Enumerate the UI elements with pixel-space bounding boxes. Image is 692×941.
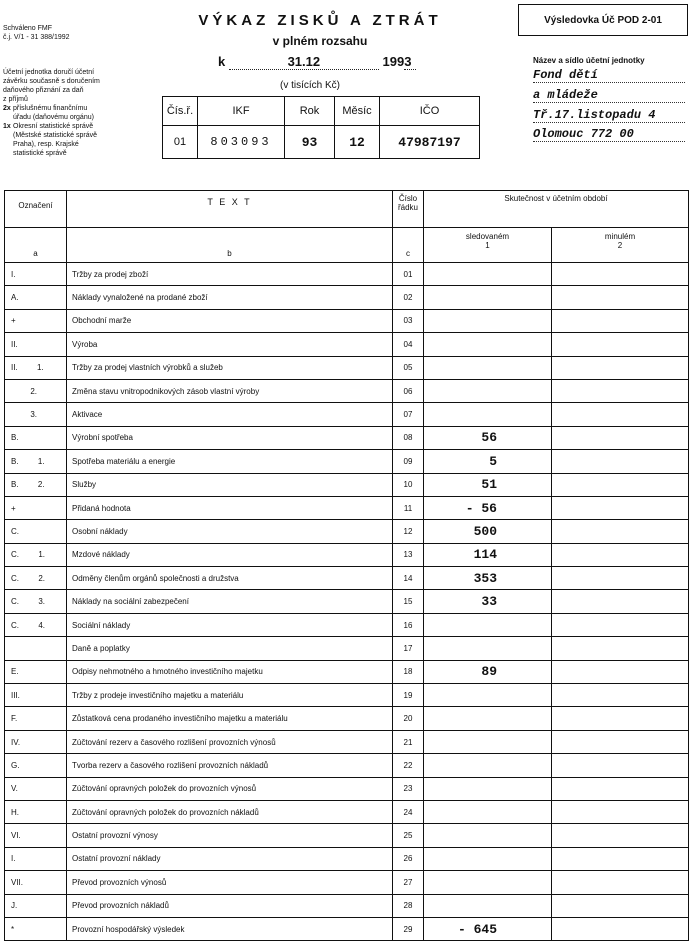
table-row	[5, 496, 689, 519]
current-period-value[interactable]	[424, 730, 552, 753]
row-designation	[5, 520, 67, 543]
row-text: Sociální náklady	[67, 613, 393, 636]
document-subtitle: v plném rozsahu	[272, 34, 368, 48]
income-statement-table	[4, 190, 689, 941]
current-period-value[interactable]	[424, 894, 552, 917]
instruction-line: Praha), resp. Krajské	[13, 141, 79, 148]
table-row	[5, 800, 689, 823]
row-text: Přidaná hodnota	[67, 496, 393, 519]
row-text: Osobní náklady	[67, 520, 393, 543]
instruction-line: statistické správě	[13, 150, 67, 157]
row-designation	[5, 847, 67, 870]
row-number: 21	[393, 730, 424, 753]
previous-period-value[interactable]	[552, 660, 689, 683]
row-number: 06	[393, 379, 424, 402]
value-year: 93	[285, 126, 335, 159]
current-period-value[interactable]: 51	[424, 473, 552, 496]
row-designation	[5, 379, 67, 402]
value-ico: 47987197	[380, 126, 480, 159]
current-period-value[interactable]	[424, 824, 552, 847]
row-designation	[5, 660, 67, 683]
previous-period-value[interactable]	[552, 496, 689, 519]
current-period-value[interactable]	[424, 637, 552, 660]
row-designation	[5, 309, 67, 332]
table-row	[5, 286, 689, 309]
table-row	[5, 707, 689, 730]
designation-number: 1.	[37, 363, 44, 373]
previous-period-value[interactable]	[552, 286, 689, 309]
table-row	[5, 894, 689, 917]
row-text: Aktivace	[67, 403, 393, 426]
row-designation	[5, 637, 67, 660]
table-row	[5, 426, 689, 449]
designation-letter: I.	[11, 854, 16, 864]
report-date	[218, 54, 416, 70]
current-period-value[interactable]	[424, 847, 552, 870]
previous-period-value[interactable]	[552, 800, 689, 823]
row-text: Služby	[67, 473, 393, 496]
row-number: 02	[393, 286, 424, 309]
current-period-value[interactable]: 5	[424, 450, 552, 473]
previous-period-label: minulém	[604, 232, 636, 241]
table-row	[5, 637, 689, 660]
designation-letter: VI.	[11, 831, 21, 841]
row-text: Výrobní spotřeba	[67, 426, 393, 449]
designation-letter: C.	[11, 573, 19, 583]
designation-letter: *	[11, 924, 15, 934]
table-row	[5, 754, 689, 777]
instruction-line: (Městské statistické správě	[13, 132, 98, 139]
table-row	[5, 263, 689, 286]
value-row-number: 01	[163, 126, 198, 159]
designation-letter: H.	[11, 807, 19, 817]
row-designation	[5, 754, 67, 777]
table-row	[5, 660, 689, 683]
row-number: 26	[393, 847, 424, 870]
table-row	[5, 847, 689, 870]
current-period-value[interactable]: 33	[424, 590, 552, 613]
designation-letter: II.	[11, 363, 18, 373]
table-row	[5, 567, 689, 590]
row-designation	[5, 286, 67, 309]
row-number: 16	[393, 613, 424, 636]
row-text: Zúčtování opravných položek do provozních výnosů	[67, 777, 393, 800]
previous-period-value[interactable]	[552, 754, 689, 777]
designation-letter: J.	[11, 901, 18, 911]
header-month: Měsíc	[335, 97, 380, 126]
row-designation	[5, 590, 67, 613]
header-col-c: c	[393, 228, 424, 263]
row-text: Tržby za prodej vlastních výrobků a služeb	[67, 356, 393, 379]
table-row	[5, 403, 689, 426]
row-number: 18	[393, 660, 424, 683]
previous-period-value[interactable]	[552, 917, 689, 940]
previous-period-value[interactable]	[552, 520, 689, 543]
row-designation	[5, 684, 67, 707]
instruction-line: daňového přiznání za daň	[3, 87, 84, 94]
designation-letter: C.	[11, 526, 19, 536]
header-current-period	[424, 228, 552, 263]
report-id-box	[518, 4, 688, 36]
entity-address-line: Olomouc 772 00	[533, 127, 685, 142]
designation-number: 4.	[38, 620, 45, 630]
current-period-value[interactable]	[424, 333, 552, 356]
row-text: Provozní hospodářský výsledek	[67, 917, 393, 940]
designation-letter: C.	[11, 620, 19, 630]
previous-period-value[interactable]	[552, 847, 689, 870]
row-text: Náklady vynaložené na prodané zboží	[67, 286, 393, 309]
current-period-value[interactable]	[424, 356, 552, 379]
current-period-value[interactable]: - 56	[424, 496, 552, 519]
approval-line: Schváleno FMF	[3, 25, 53, 32]
date-value: 31.12	[229, 54, 379, 70]
current-period-value[interactable]: 114	[424, 543, 552, 566]
row-designation	[5, 543, 67, 566]
previous-period-value[interactable]	[552, 356, 689, 379]
row-number: 13	[393, 543, 424, 566]
row-designation	[5, 450, 67, 473]
previous-period-value[interactable]	[552, 543, 689, 566]
designation-letter: C.	[11, 597, 19, 607]
designation-number: 1.	[38, 550, 45, 560]
current-period-value[interactable]	[424, 403, 552, 426]
current-period-value[interactable]	[424, 286, 552, 309]
designation-number: 2.	[30, 386, 37, 396]
row-number: 09	[393, 450, 424, 473]
previous-period-value[interactable]	[552, 309, 689, 332]
table-row	[5, 684, 689, 707]
designation-letter: C.	[11, 550, 19, 560]
header-text: T E X T	[67, 191, 393, 228]
table-row	[5, 356, 689, 379]
header-designation: Označení	[5, 191, 67, 228]
table-row	[5, 613, 689, 636]
previous-period-value[interactable]	[552, 824, 689, 847]
current-period-value[interactable]	[424, 754, 552, 777]
row-text: Zůstatková cena prodaného investičního majetku a materiálu	[67, 707, 393, 730]
table-row	[5, 450, 689, 473]
row-text: Mzdové náklady	[67, 543, 393, 566]
row-number: 17	[393, 637, 424, 660]
report-id: Výsledovka Úč POD 2-01	[544, 14, 662, 26]
previous-period-value[interactable]	[552, 379, 689, 402]
designation-letter: A.	[11, 293, 19, 303]
designation-letter: VII.	[11, 877, 24, 887]
entity-name-line: a mládeže	[533, 88, 685, 103]
previous-period-value[interactable]	[552, 871, 689, 894]
previous-period-value[interactable]	[552, 637, 689, 660]
row-number: 11	[393, 496, 424, 519]
previous-period-value[interactable]	[552, 473, 689, 496]
row-designation	[5, 824, 67, 847]
row-number: 10	[393, 473, 424, 496]
previous-period-value[interactable]	[552, 403, 689, 426]
row-designation	[5, 777, 67, 800]
document-title: VÝKAZ ZISKŮ A ZTRÁT	[198, 12, 442, 29]
table-row	[5, 777, 689, 800]
row-designation	[5, 356, 67, 379]
row-designation	[5, 894, 67, 917]
table-body	[5, 263, 689, 941]
designation-letter: B.	[11, 456, 19, 466]
instruction-line: z příjmů	[3, 96, 28, 103]
row-number: 19	[393, 684, 424, 707]
instruction-line: Účetní jednotka doručí účetní	[3, 69, 95, 76]
designation-letter: IV.	[11, 737, 21, 747]
header-previous-period	[552, 228, 689, 263]
table-row	[5, 730, 689, 753]
row-designation	[5, 800, 67, 823]
header-line-number: Číslo řádku	[393, 191, 424, 228]
row-text: Ostatní provozní výnosy	[67, 824, 393, 847]
previous-period-value[interactable]	[552, 684, 689, 707]
previous-period-value[interactable]	[552, 894, 689, 917]
current-period-value[interactable]: 500	[424, 520, 552, 543]
row-number: 15	[393, 590, 424, 613]
row-text: Odměny členům orgánů společnosti a družstva	[67, 567, 393, 590]
designation-letter: I.	[11, 269, 16, 279]
row-number: 07	[393, 403, 424, 426]
row-number: 14	[393, 567, 424, 590]
current-period-label: sledovaném	[465, 232, 510, 241]
designation-letter: II.	[11, 339, 18, 349]
instruction-line: Okresní statistické správě	[13, 123, 94, 130]
header-col-a: a	[5, 228, 67, 263]
table-row	[5, 379, 689, 402]
table-row	[5, 824, 689, 847]
row-designation	[5, 426, 67, 449]
designation-number: 2.	[37, 480, 45, 490]
previous-period-value[interactable]	[552, 590, 689, 613]
table-row	[5, 917, 689, 940]
designation-letter: B.	[11, 480, 19, 490]
header-year: Rok	[285, 97, 335, 126]
row-text: Spotřeba materiálu a energie	[67, 450, 393, 473]
designation-letter: B.	[11, 433, 19, 443]
designation-letter: F.	[11, 714, 18, 724]
designation-letter: E.	[11, 667, 19, 677]
row-designation	[5, 707, 67, 730]
header-ikf: IKF	[198, 97, 285, 126]
current-period-value[interactable]	[424, 613, 552, 636]
designation-number: 2.	[38, 573, 45, 583]
copy-count: 1x	[3, 123, 11, 130]
current-period-value[interactable]: - 645	[424, 917, 552, 940]
instruction-line: příslušnému finančnímu	[13, 105, 88, 112]
row-number: 03	[393, 309, 424, 332]
designation-number: 1.	[37, 456, 45, 466]
year-digit: 3	[404, 54, 416, 70]
row-designation	[5, 403, 67, 426]
designation-letter: G.	[11, 760, 20, 770]
table-row	[5, 473, 689, 496]
current-period-value[interactable]	[424, 263, 552, 286]
value-month: 12	[335, 126, 380, 159]
table-row	[5, 543, 689, 566]
entity-name-line: Fond dětí	[533, 68, 685, 83]
designation-letter: III.	[11, 690, 20, 700]
row-designation	[5, 917, 67, 940]
current-period-value[interactable]: 89	[424, 660, 552, 683]
row-text: Daně a poplatky	[67, 637, 393, 660]
row-designation	[5, 613, 67, 636]
row-text: Převod provozních nákladů	[67, 894, 393, 917]
previous-period-value[interactable]	[552, 613, 689, 636]
previous-period-col: 2	[617, 241, 623, 250]
previous-period-value[interactable]	[552, 730, 689, 753]
row-number: 08	[393, 426, 424, 449]
row-number: 05	[393, 356, 424, 379]
row-text: Ostatní provozní náklady	[67, 847, 393, 870]
row-designation	[5, 263, 67, 286]
row-text: Převod provozních výnosů	[67, 871, 393, 894]
unit-note: (v tisících Kč)	[279, 80, 340, 91]
row-number: 22	[393, 754, 424, 777]
header-ico: IČO	[380, 97, 480, 126]
copy-count: 2x	[3, 105, 11, 112]
row-number: 12	[393, 520, 424, 543]
current-period-value[interactable]: 353	[424, 567, 552, 590]
current-period-value[interactable]	[424, 309, 552, 332]
current-period-value[interactable]	[424, 684, 552, 707]
year-prefix: 199	[382, 54, 405, 69]
row-number: 20	[393, 707, 424, 730]
row-designation	[5, 871, 67, 894]
entity-address-line: Tř.17.listopadu 4	[533, 108, 685, 123]
header-col-b: b	[67, 228, 393, 263]
row-designation	[5, 333, 67, 356]
previous-period-value[interactable]	[552, 777, 689, 800]
table-row	[5, 333, 689, 356]
row-text: Tržby za prodej zboží	[67, 263, 393, 286]
row-designation	[5, 496, 67, 519]
designation-letter: V.	[11, 784, 18, 794]
table-row	[5, 520, 689, 543]
row-text: Změna stavu vnitropodnikových zásob vlastní výroby	[67, 379, 393, 402]
row-number: 25	[393, 824, 424, 847]
row-text: Zúčtování opravných položek do provozních nákladů	[67, 800, 393, 823]
current-period-col: 1	[485, 241, 490, 250]
current-period-value[interactable]: 56	[424, 426, 552, 449]
current-period-value[interactable]	[424, 777, 552, 800]
instruction-item	[3, 122, 153, 158]
row-number: 01	[393, 263, 424, 286]
previous-period-value[interactable]	[552, 567, 689, 590]
entity-label: Název a sídlo účetní jednotky	[533, 56, 645, 65]
previous-period-value[interactable]	[552, 707, 689, 730]
identification-table	[162, 96, 480, 159]
designation-number: 3.	[38, 597, 45, 607]
approval-note	[3, 24, 103, 42]
row-text: Tvorba rezerv a časového rozlišení provozních nákladů	[67, 754, 393, 777]
approval-line: č.j. V/1 - 31 388/1992	[3, 34, 70, 41]
instruction-line: úřadu (daňovému orgánu)	[13, 114, 94, 121]
table-row	[5, 590, 689, 613]
previous-period-value[interactable]	[552, 263, 689, 286]
previous-period-value[interactable]	[552, 450, 689, 473]
row-number: 29	[393, 917, 424, 940]
previous-period-value[interactable]	[552, 426, 689, 449]
current-period-value[interactable]	[424, 871, 552, 894]
row-number: 27	[393, 871, 424, 894]
row-text: Tržby z prodeje investičního majetku a materiálu	[67, 684, 393, 707]
header-actual: Skutečnost v účetním období	[424, 191, 689, 228]
row-number: 28	[393, 894, 424, 917]
row-designation	[5, 730, 67, 753]
date-prefix: k	[218, 54, 226, 69]
row-text: Odpisy nehmotného a hmotného investičního majetku	[67, 660, 393, 683]
row-designation	[5, 567, 67, 590]
header-row-number: Čís.ř.	[163, 97, 198, 126]
designation-number: 3.	[30, 410, 37, 420]
table-row	[5, 309, 689, 332]
previous-period-value[interactable]	[552, 333, 689, 356]
row-text: Zúčtování rezerv a časového rozlišení provozních výnosů	[67, 730, 393, 753]
row-text: Obchodní marže	[67, 309, 393, 332]
table-row	[5, 871, 689, 894]
row-text: Výroba	[67, 333, 393, 356]
row-designation	[5, 473, 67, 496]
row-number: 04	[393, 333, 424, 356]
row-number: 24	[393, 800, 424, 823]
row-text: Náklady na sociální zabezpečení	[67, 590, 393, 613]
current-period-value[interactable]	[424, 800, 552, 823]
submission-instructions	[3, 68, 153, 158]
current-period-value[interactable]	[424, 707, 552, 730]
instruction-item	[3, 104, 153, 122]
instruction-line: závěrku současně s doručením	[3, 78, 100, 85]
designation-letter: +	[11, 316, 16, 326]
row-number: 23	[393, 777, 424, 800]
current-period-value[interactable]	[424, 379, 552, 402]
designation-letter: +	[11, 503, 16, 513]
value-ikf: 803093	[198, 126, 285, 159]
